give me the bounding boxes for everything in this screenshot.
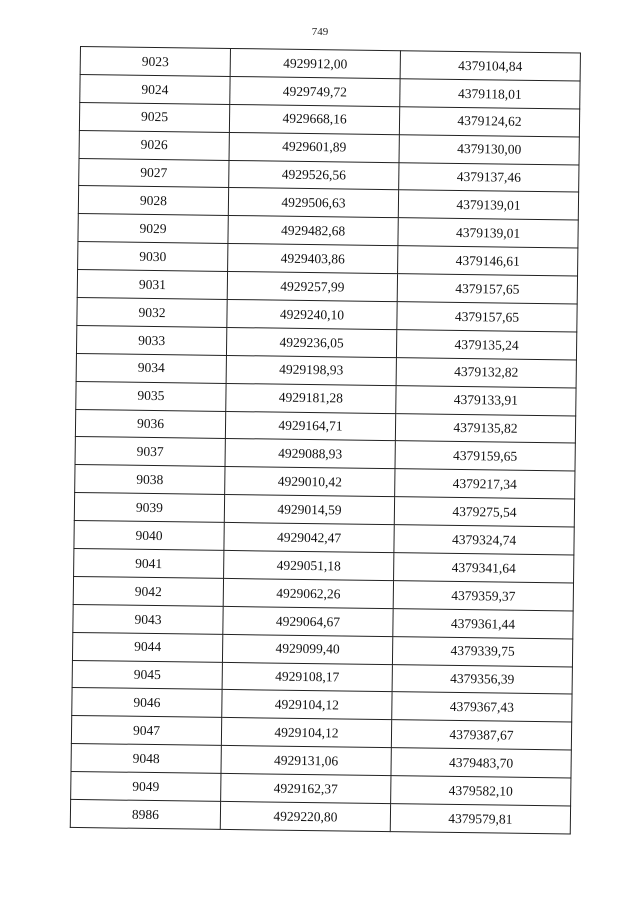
point-id-cell: 9047 [71,716,221,746]
x-coordinate-cell: 4929601,89 [229,132,399,162]
y-coordinate-cell: 4379137,46 [399,162,579,192]
point-id-cell: 9048 [71,744,221,774]
point-id-cell: 9039 [74,493,224,523]
y-coordinate-cell: 4379275,54 [394,497,574,527]
y-coordinate-cell: 4379579,81 [390,804,570,834]
y-coordinate-cell: 4379139,01 [398,218,578,248]
x-coordinate-cell: 4929403,86 [228,244,398,274]
y-coordinate-cell: 4379104,84 [400,51,580,81]
y-coordinate-cell: 4379135,82 [395,413,575,443]
y-coordinate-cell: 4379132,82 [396,357,576,387]
y-coordinate-cell: 4379582,10 [391,776,571,806]
x-coordinate-cell: 4929051,18 [224,550,394,580]
x-coordinate-cell: 4929749,72 [230,76,400,106]
point-id-cell: 9028 [78,186,228,216]
coordinates-table [70,46,581,834]
y-coordinate-cell: 4379133,91 [396,385,576,415]
x-coordinate-cell: 4929220,80 [220,801,390,831]
point-id-cell: 9035 [76,381,226,411]
x-coordinate-cell: 4929912,00 [230,48,400,78]
y-coordinate-cell: 4379118,01 [400,79,580,109]
x-coordinate-cell: 4929014,59 [224,495,394,525]
x-coordinate-cell: 4929257,99 [227,272,397,302]
x-coordinate-cell: 4929104,12 [221,718,391,748]
y-coordinate-cell: 4379217,34 [395,469,575,499]
x-coordinate-cell: 4929181,28 [226,383,396,413]
y-coordinate-cell: 4379124,62 [399,106,579,136]
x-coordinate-cell: 4929482,68 [228,216,398,246]
y-coordinate-cell: 4379367,43 [392,692,572,722]
point-id-cell: 9042 [73,576,223,606]
y-coordinate-cell: 4379359,37 [393,581,573,611]
x-coordinate-cell: 4929162,37 [221,774,391,804]
point-id-cell: 9046 [72,688,222,718]
x-coordinate-cell: 4929064,67 [223,606,393,636]
point-id-cell: 9025 [79,102,229,132]
point-id-cell: 9041 [74,548,224,578]
point-id-cell: 9044 [72,632,222,662]
y-coordinate-cell: 4379361,44 [393,608,573,638]
x-coordinate-cell: 4929042,47 [224,523,394,553]
point-id-cell: 9031 [77,270,227,300]
x-coordinate-cell: 4929131,06 [221,746,391,776]
point-id-cell: 9034 [76,353,226,383]
point-id-cell: 9024 [80,74,230,104]
point-id-cell: 9043 [73,604,223,634]
point-id-cell: 9023 [80,47,230,77]
y-coordinate-cell: 4379356,39 [392,664,572,694]
y-coordinate-cell: 4379339,75 [392,636,572,666]
x-coordinate-cell: 4929198,93 [226,355,396,385]
y-coordinate-cell: 4379139,01 [398,190,578,220]
y-coordinate-cell: 4379387,67 [391,720,571,750]
x-coordinate-cell: 4929506,63 [228,188,398,218]
point-id-cell: 9026 [79,130,229,160]
x-coordinate-cell: 4929104,12 [222,690,392,720]
point-id-cell: 9027 [79,158,229,188]
y-coordinate-cell: 4379324,74 [394,525,574,555]
y-coordinate-cell: 4379157,65 [397,302,577,332]
y-coordinate-cell: 4379159,65 [395,441,575,471]
point-id-cell: 9033 [76,325,226,355]
table-row [70,799,570,833]
x-coordinate-cell: 4929236,05 [226,327,396,357]
point-id-cell: 9032 [77,298,227,328]
point-id-cell: 9036 [75,409,225,439]
x-coordinate-cell: 4929010,42 [225,467,395,497]
page-number: 749 [311,26,329,38]
x-coordinate-cell: 4929088,93 [225,439,395,469]
y-coordinate-cell: 4379483,70 [391,748,571,778]
y-coordinate-cell: 4379341,64 [394,553,574,583]
y-coordinate-cell: 4379157,65 [397,274,577,304]
x-coordinate-cell: 4929668,16 [229,104,399,134]
y-coordinate-cell: 4379130,00 [399,134,579,164]
point-id-cell: 9037 [75,437,225,467]
point-id-cell: 9040 [74,521,224,551]
point-id-cell: 8986 [70,799,220,829]
point-id-cell: 9030 [78,242,228,272]
point-id-cell: 9045 [72,660,222,690]
x-coordinate-cell: 4929062,26 [223,578,393,608]
y-coordinate-cell: 4379146,61 [398,246,578,276]
x-coordinate-cell: 4929108,17 [222,662,392,692]
x-coordinate-cell: 4929526,56 [229,160,399,190]
coordinates-table-body [70,47,580,834]
coordinates-table-container [70,46,600,835]
x-coordinate-cell: 4929164,71 [225,411,395,441]
point-id-cell: 9038 [75,465,225,495]
y-coordinate-cell: 4379135,24 [396,330,576,360]
x-coordinate-cell: 4929099,40 [222,634,392,664]
point-id-cell: 9029 [78,214,228,244]
x-coordinate-cell: 4929240,10 [227,299,397,329]
point-id-cell: 9049 [71,772,221,802]
